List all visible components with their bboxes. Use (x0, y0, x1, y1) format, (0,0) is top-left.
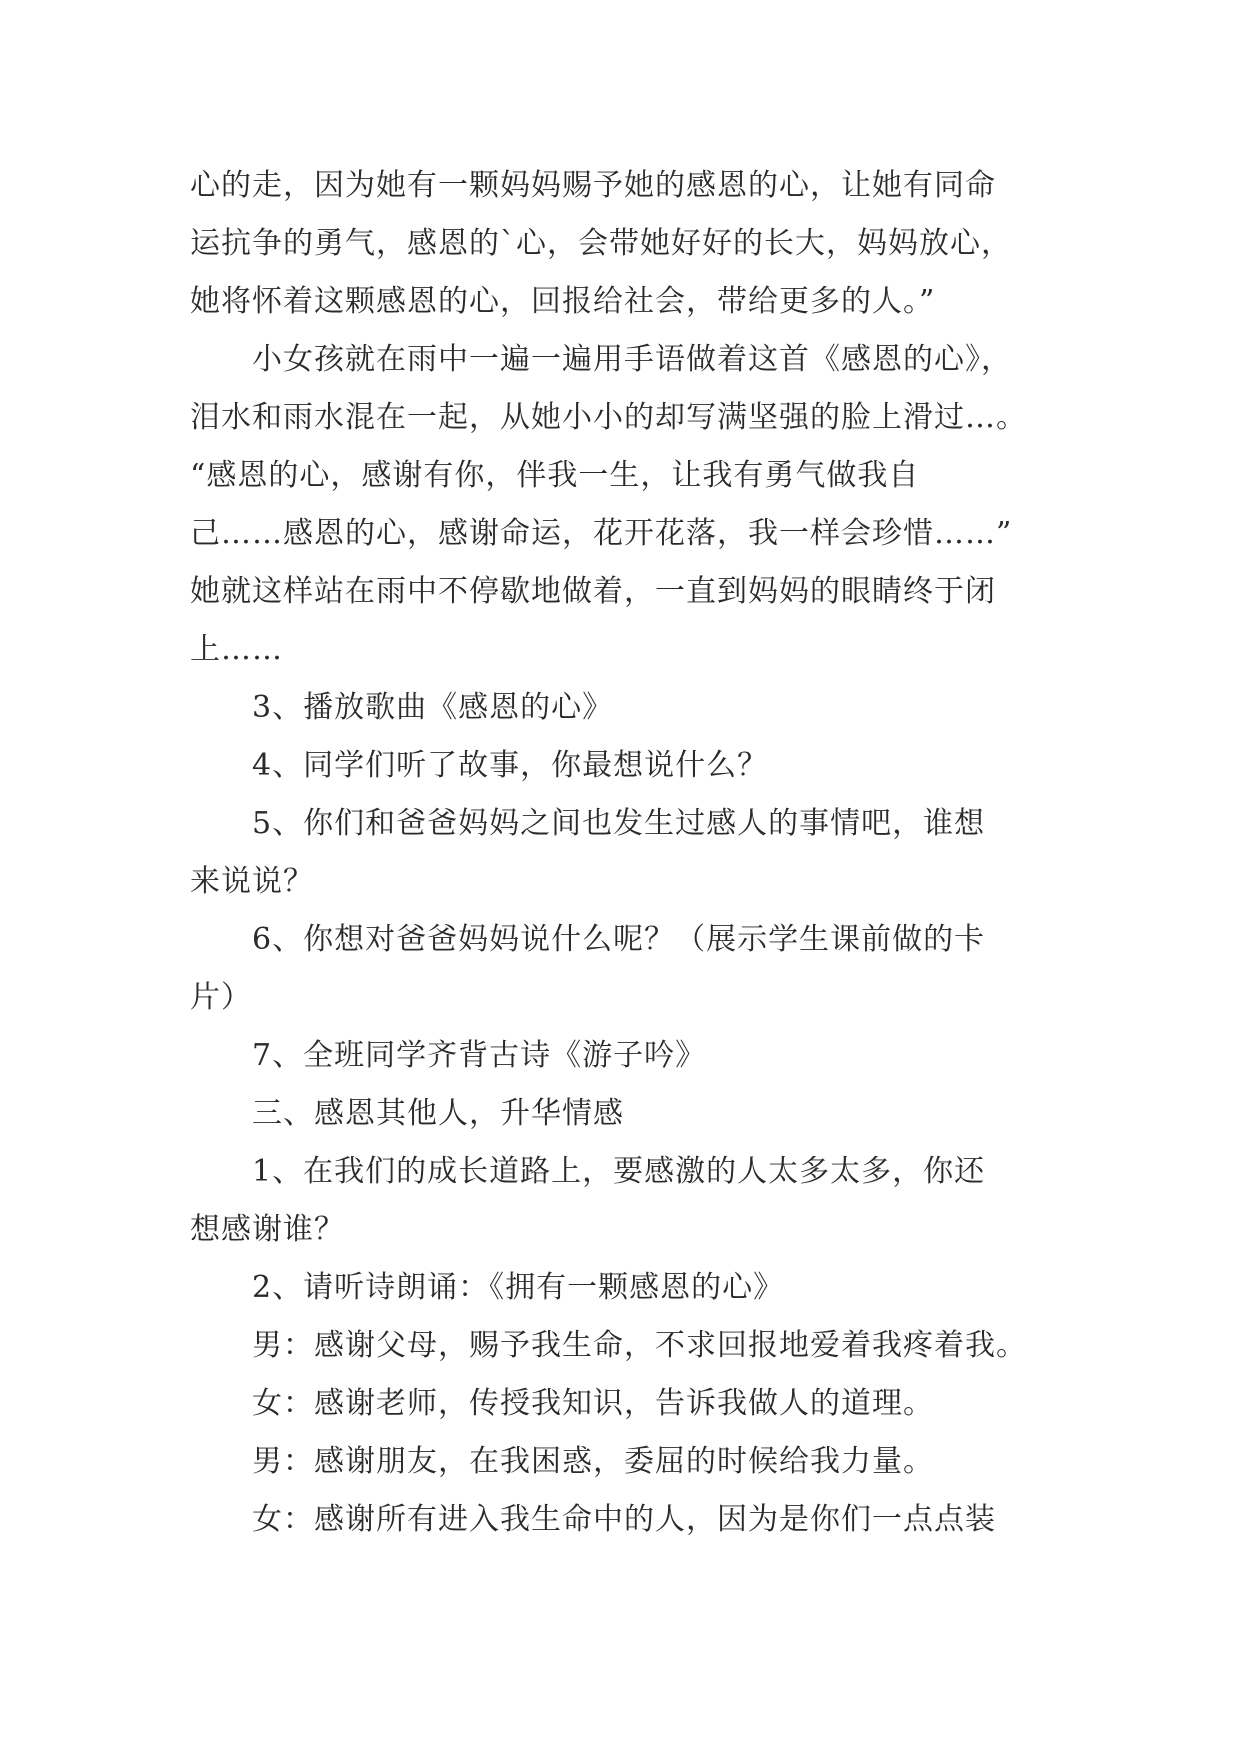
text-line: 男：感谢父母，赐予我生命，不求回报地爱着我疼着我。 (252, 1328, 1027, 1363)
text-line: 心的走，因为她有一颗妈妈赐予她的感恩的心，让她有同命 (190, 168, 996, 203)
text-line: 7、全班同学齐背古诗《游子吟》 (252, 1038, 707, 1073)
text-line: 4、同学们听了故事，你最想说什么？ (252, 748, 769, 783)
text-line: 她将怀着这颗感恩的心，回报给社会，带给更多的人。” (190, 284, 936, 319)
text-line: 泪水和雨水混在一起，从她小小的却写满坚强的脸上滑过…。 (190, 400, 1027, 435)
text-line: 6、你想对爸爸妈妈说什么呢？（展示学生课前做的卡 (252, 922, 986, 957)
text-line: 2、请听诗朗诵：《拥有一颗感恩的心》 (252, 1270, 785, 1305)
text-line: 想感谢谁？ (190, 1212, 345, 1247)
text-line: 来说说？ (190, 864, 314, 899)
text-line: 片） (190, 980, 252, 1015)
text-line: 她就这样站在雨中不停歇地做着，一直到妈妈的眼睛终于闭 (190, 574, 996, 609)
text-line: 女：感谢所有进入我生命中的人，因为是你们一点点装 (252, 1502, 996, 1537)
text-line: 小女孩就在雨中一遍一遍用手语做着这首《感恩的心》， (252, 342, 1012, 377)
text-line: 5、你们和爸爸妈妈之间也发生过感人的事情吧，谁想 (252, 806, 986, 841)
text-line: 3、播放歌曲《感恩的心》 (252, 690, 614, 725)
text-line: “感恩的心，感谢有你，伴我一生，让我有勇气做我自 (190, 458, 920, 493)
text-line: 女：感谢老师，传授我知识，告诉我做人的道理。 (252, 1386, 934, 1421)
text-line: 运抗争的勇气，感恩的`心，会带她好好的长大，妈妈放心， (190, 226, 1012, 261)
text-line: 己……感恩的心，感谢命运，花开花落，我一样会珍惜……” (190, 516, 1013, 551)
text-line: 1、在我们的成长道路上，要感激的人太多太多，你还 (252, 1154, 986, 1189)
section-heading: 三、感恩其他人，升华情感 (252, 1096, 624, 1131)
body-text (190, 157, 1050, 1549)
text-line: 男：感谢朋友，在我困惑，委屈的时候给我力量。 (252, 1444, 934, 1479)
text-line: 上…… (190, 632, 283, 667)
